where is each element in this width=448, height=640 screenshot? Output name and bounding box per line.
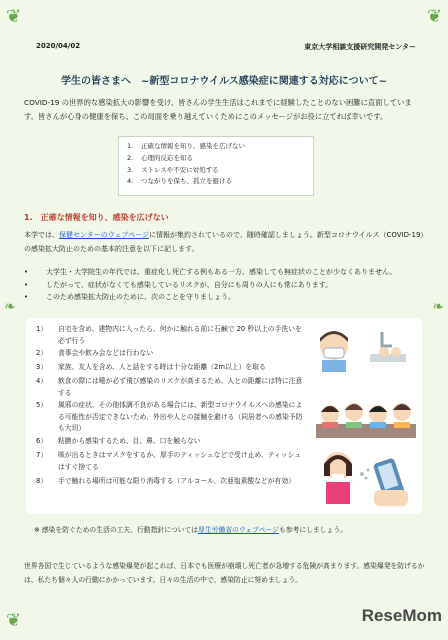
list-item: 7） 咳が出るときはマスクをするか、厚手のティッシュなどで受け止め、ティッシュはすぐ捨てる — [36, 451, 302, 471]
list-item: 4） 飲食の際には唾が必ず飛び感染のリスクが高まるため、人との距離には特に注意する — [36, 377, 303, 397]
list-item: 2） 食事会や飲み会などは行わない — [36, 349, 154, 357]
toc-item: 2. 心理的反応を知る — [127, 153, 193, 162]
list-item: 3） 家族、友人を含め、人と話をする時は十分な距離（2m以上）を取る — [36, 363, 266, 371]
table-of-contents — [118, 136, 314, 196]
leaf-decoration-icon: ❧ — [4, 299, 16, 315]
list-item: 5） 風邪の症状、その他体調不良がある場合には、新型コロナウイルスへの感染による可能性が否定できないため、外出や人との接触を避ける（同居者への感染予防も大切） — [36, 401, 303, 432]
leaf-decoration-icon: ❦ — [6, 610, 22, 631]
list-item: 6） 粘膜から感染するため、目、鼻、口を触らない — [36, 437, 201, 445]
brand-watermark: ReseMom — [361, 606, 442, 625]
health-center-link[interactable]: 保健センターのウェブページ — [59, 231, 150, 239]
cough-disinfect-illustration — [316, 446, 416, 508]
intro-paragraph: COVID-19 の世界的な感染拡大の影響を受け、皆さんの学生生活はこれまでに経験したことのない困難に直面しています。皆さんが心身の健康を保ち、この局面を乗り越えていくためにこのメッセージがお役に立てれば幸いです。 — [24, 98, 412, 121]
list-item: • このため感染拡大防止のために、次のことを守りましょう。 — [24, 293, 235, 301]
toc-item: 3. ストレスや不安に対処する — [127, 165, 219, 174]
closing-paragraph: 世界各国で生じているような感染爆発が起これば、日本でも医療が崩壊し死亡者が急増する危険が高まります。感染爆発を防げるかは、私たち個々人の行動にかかっています。日々の生活の中で、感染防止に努めましょう。 — [24, 562, 425, 584]
list-item: 1） 自宅を含め、建物内に入ったら、何かに触れる前に石鹸で 20 秒以上の手洗いを必ず行う — [36, 325, 302, 345]
gathering-people-illustration — [316, 394, 416, 438]
list-item: 8） 手で触れる場所は可能な限り消毒する（アルコール、次亜塩素酸などが有効） — [36, 477, 295, 485]
list-item: • したがって、症状がなくても感染しているリスクが、自分にも周りの人にも常にあります。 — [24, 280, 333, 289]
section-heading: 1. 正確な情報を知り、感染を広げない — [24, 213, 169, 222]
page-title: 学生の皆さまへ ~新型コロナウイルス感染症に関連する対応について~ — [61, 76, 387, 87]
list-item: • 大学生・大学院生の年代では、重症化し死亡する例もある一方、感染しても無症状のことが少なくありません。 — [24, 268, 397, 276]
document-date: 2020/04/02 — [36, 42, 81, 50]
leaf-decoration-icon: ❦ — [6, 6, 22, 27]
measures-box — [26, 318, 422, 514]
reference-note: ※ 感染を防ぐための生活の工夫、行動指針については厚生労働省のウェブページも参考にしましょう。 — [34, 526, 347, 534]
leaf-decoration-icon: ❦ — [426, 6, 442, 27]
mhlw-link[interactable]: 厚生労働省のウェブページ — [198, 526, 279, 534]
mask-handwashing-illustration — [312, 326, 412, 372]
toc-item: 1. 正確な情報を知り、感染を広げない — [127, 142, 245, 150]
bullet-list — [24, 266, 428, 304]
toc-item: 4. つながりを保ち、孤立を避ける — [127, 177, 232, 186]
section-body: 本学では、保健センターのウェブページに情報が集約されているので、随時確認しましょう。新型コロナウイルス（COVID-19）の感染拡大防止のための基本的注意を以下に記します。 — [24, 231, 424, 253]
organization-name: 東京大学相談支援研究開発センター — [304, 43, 416, 51]
leaf-decoration-icon: ❧ — [432, 299, 444, 315]
